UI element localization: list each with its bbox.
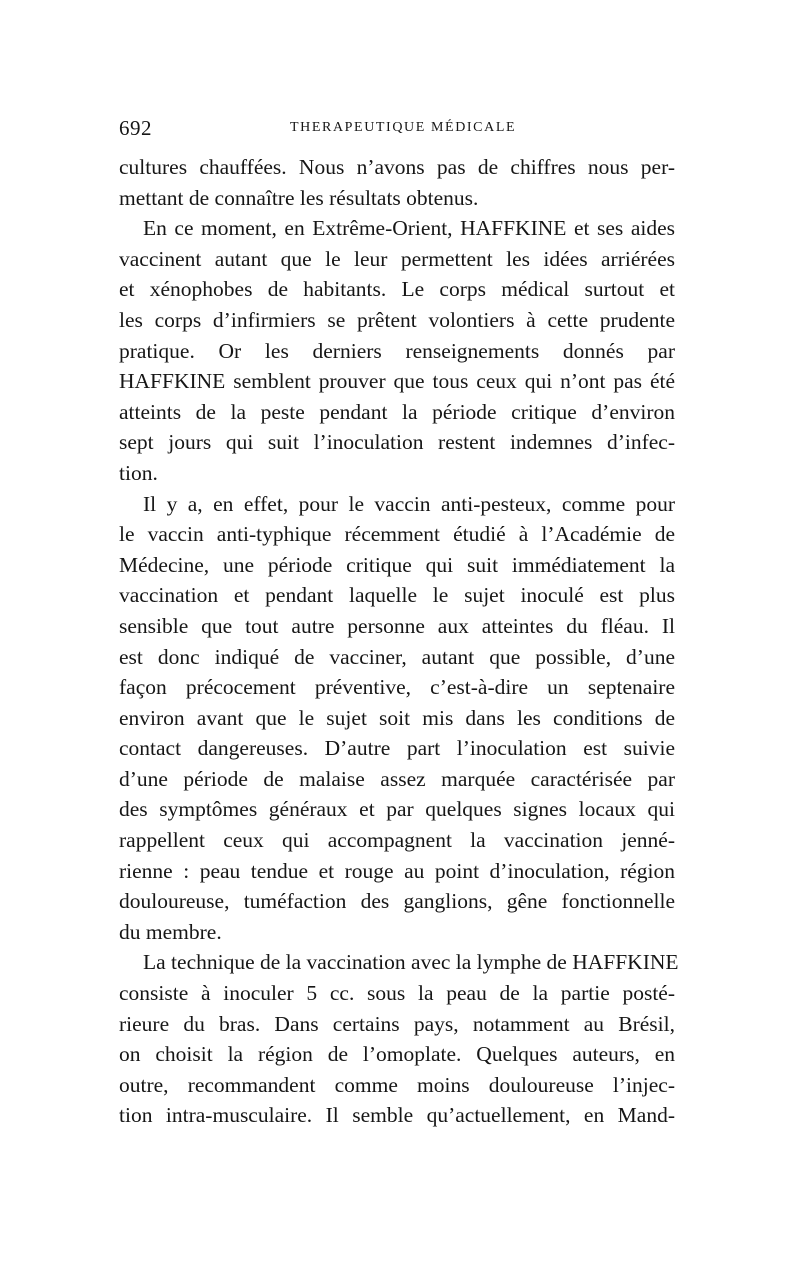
text-line: on choisit la région de l’omoplate. Quelques auteurs, en [119,1042,675,1067]
text-line: et xénophobes de habitants. Le corps médical surtout et [119,277,675,302]
body-text [119,152,679,1131]
text-line: est donc indiqué de vacciner, autant que possible, d’une [119,644,675,669]
text-line: HAFFKINE semblent prouver que tous ceux qui n’ont pas été [119,369,675,394]
text-line: pratique. Or les derniers renseignements donnés par [119,338,675,363]
running-header [119,116,675,142]
text-line: tion intra-musculaire. Il semble qu’actuellement, en Mand- [119,1103,675,1128]
text-line: outre, recommandent comme moins douloureuse l’injec- [119,1072,675,1097]
page-number: 692 [119,116,152,140]
text-line: d’une période de malaise assez marquée caractérisée par [119,766,675,791]
text-line: consiste à inoculer 5 cc. sous la peau de la partie posté- [119,981,675,1006]
text-line: environ avant que le sujet soit mis dans les conditions de [119,705,675,730]
text-line: sensible que tout autre personne aux atteintes du fléau. Il [119,613,675,638]
text-line: Il y a, en effet, pour le vaccin anti-pesteux, comme pour [143,491,675,516]
text-line: des symptômes généraux et par quelques signes locaux qui [119,797,675,822]
text-line: contact dangereuses. D’autre part l’inoculation est suivie [119,736,675,761]
text-line: atteints de la peste pendant la période critique d’environ [119,399,675,424]
text-line: du membre. [119,919,222,944]
text-line: rappellent ceux qui accompagnent la vaccination jenné- [119,828,675,853]
text-line: mettant de connaître les résultats obtenus. [119,185,479,210]
text-line: façon précocement préventive, c’est-à-dire un septenaire [119,675,675,700]
text-line: vaccination et pendant laquelle le sujet inoculé est plus [119,583,675,608]
text-line: rienne : peau tendue et rouge au point d’inoculation, région [119,858,675,883]
text-line: douloureuse, tuméfaction des ganglions, gêne fonctionnelle [119,889,675,914]
text-line: cultures chauffées. Nous n’avons pas de chiffres nous per- [119,155,675,179]
text-line: tion. [119,460,158,485]
text-line: sept jours qui suit l’inoculation restent indemnes d’infec- [119,430,675,455]
text-line: rieure du bras. Dans certains pays, notamment au Brésil, [119,1011,675,1036]
text-line: les corps d’infirmiers se prêtent volontiers à cette prudente [119,307,675,332]
text-line: La technique de la vaccination avec la lymphe de HAFFKINE [143,950,679,975]
text-line: le vaccin anti-typhique récemment étudié à l’Académie de [119,522,675,547]
text-line: Médecine, une période critique qui suit immédiatement la [119,552,675,577]
running-title: THERAPEUTIQUE MÉDICALE [290,120,517,135]
text-line: vaccinent autant que le leur permettent les idées arriérées [119,246,675,271]
text-line: En ce moment, en Extrême-Orient, HAFFKINE et ses aides [143,216,675,241]
